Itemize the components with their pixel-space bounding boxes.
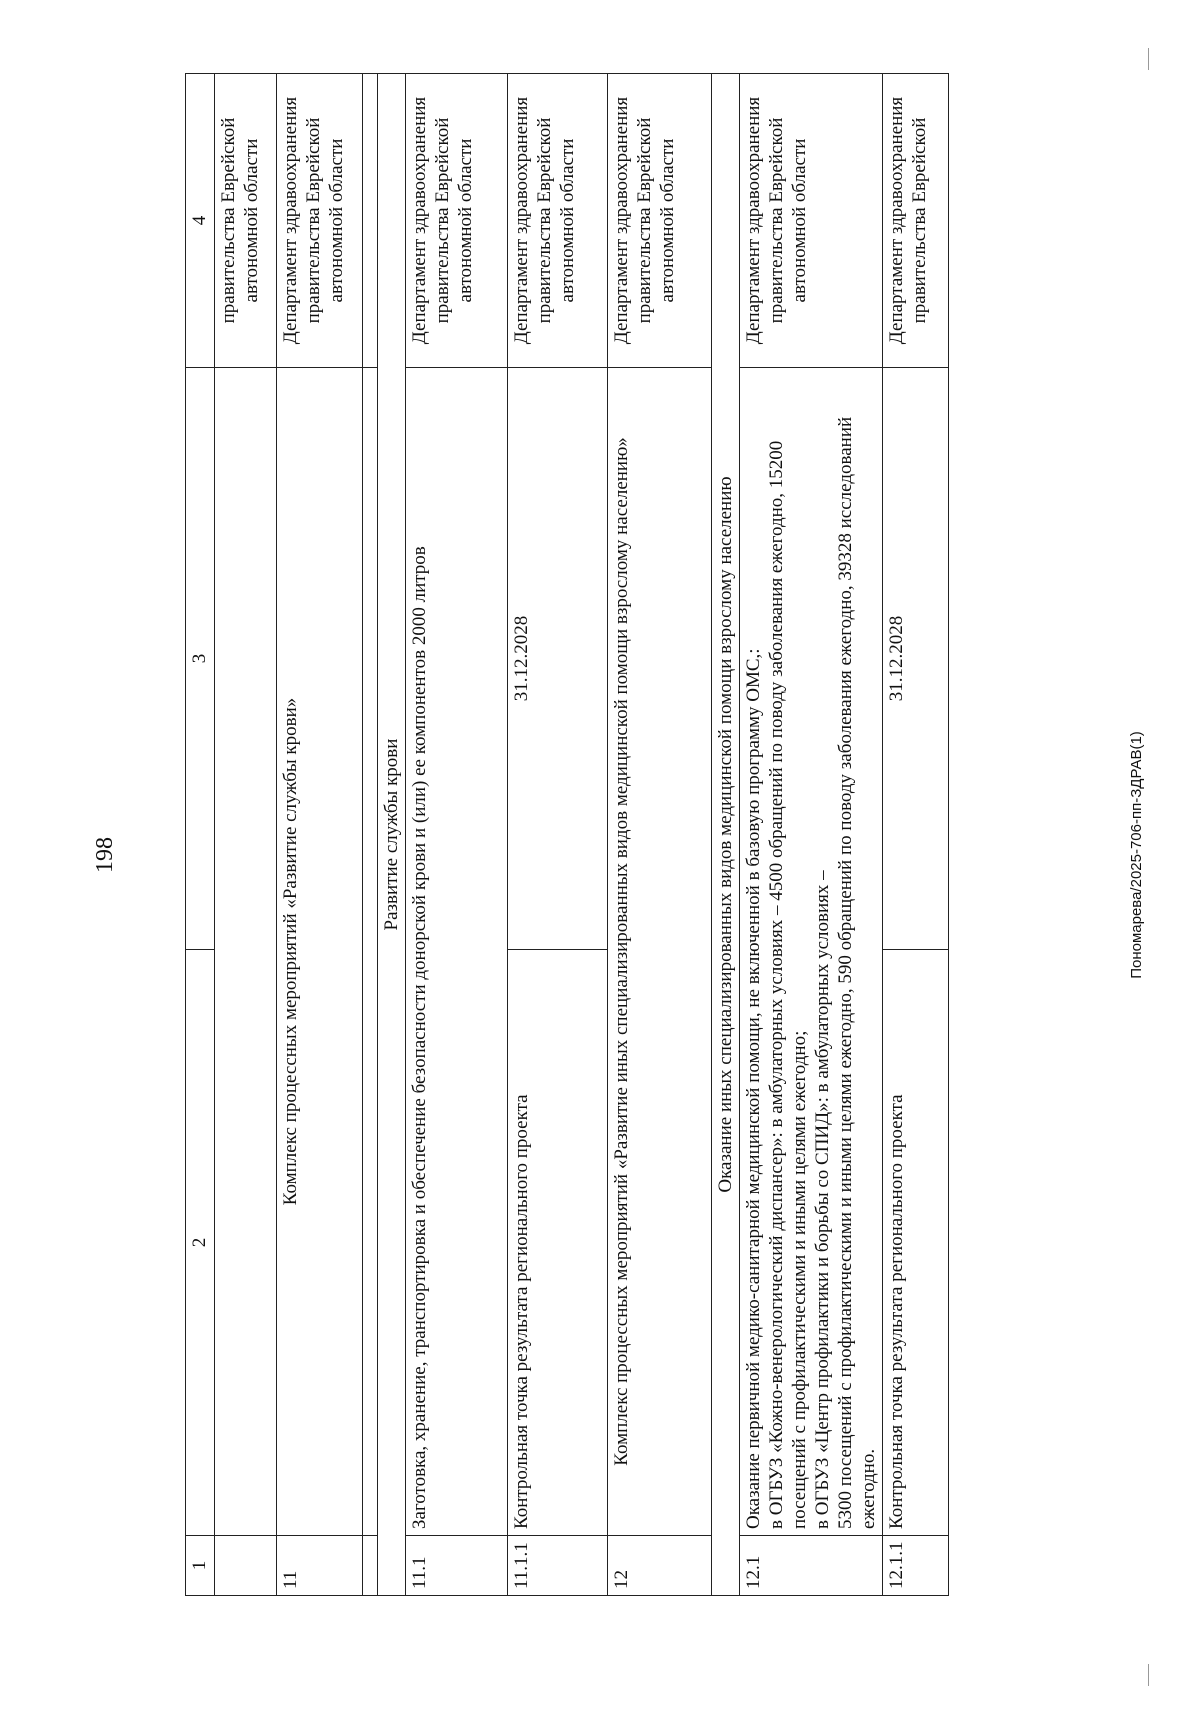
row-number: 11 <box>277 1536 363 1596</box>
row-date: 31.12.2028 <box>883 368 949 950</box>
row-number: 11.1 <box>406 1536 508 1596</box>
row-text-line: в ОГБУЗ «Центр профилактики и борьбы со СПИД»: в амбулаторных условиях – <box>812 870 833 1529</box>
row-number: 12 <box>608 1536 712 1596</box>
column-number-1: 1 <box>186 1536 215 1596</box>
row-number: 12.1 <box>740 1536 883 1596</box>
scan-mark <box>1148 48 1149 70</box>
table-row <box>215 74 277 1596</box>
responsible-cell: Департамент здравоохранения правительства Еврейской <box>883 74 949 368</box>
column-number-2: 2 <box>186 950 215 1536</box>
row-text: Заготовка, хранение, транспортировка и обеспечение безопасности донорской крови и (или) ее компонентов 2000 литров <box>406 368 508 1536</box>
section-header <box>378 74 406 1596</box>
row-text: Комплекс процессных мероприятий «Развитие службы крови» <box>277 368 363 1536</box>
row-text: Комплекс процессных мероприятий «Развитие иных специализированных видов медицинской помощи взрослому населению» <box>608 368 712 1536</box>
row-text: Контрольная точка результата регионального проекта <box>508 950 608 1536</box>
section-title: Развитие службы крови <box>378 74 406 1596</box>
section-title: Оказание иных специализированных видов медицинской помощи взрослому населению <box>712 74 740 1596</box>
row-text <box>740 368 883 1536</box>
responsible-cell: Департамент здравоохранения правительства Еврейской автономной области <box>508 74 608 368</box>
plan-table <box>185 73 949 1596</box>
row-text: Контрольная точка результата регионального проекта <box>883 950 949 1536</box>
page-number: 198 <box>92 837 118 873</box>
section-header <box>712 74 740 1596</box>
row-text-line: 5300 посещений с профилактическими и иными целями ежегодно, 590 обращений по поводу заболевания ежегодно, 39328 исследований ежегодно. <box>835 416 879 1529</box>
row-number: 11.1.1 <box>508 1536 608 1596</box>
table-row <box>508 74 608 1596</box>
table-row <box>363 74 378 1596</box>
row-text-line: Оказание первичной медико-санитарной медицинской помощи, не включенной в базовую программу ОМС,: <box>743 648 764 1529</box>
row-number: 12.1.1 <box>883 1536 949 1596</box>
table-row <box>406 74 508 1596</box>
row-date: 31.12.2028 <box>508 368 608 950</box>
footer-code: Пономарева/2025-706-пп-ЗДРАВ(1) <box>1128 731 1145 979</box>
table-row <box>883 74 949 1596</box>
responsible-cell: Департамент здравоохранения правительства Еврейской автономной области <box>406 74 508 368</box>
column-number-3: 3 <box>186 368 215 950</box>
responsible-cell: Департамент здравоохранения правительства Еврейской автономной области <box>277 74 363 368</box>
responsible-cell: Департамент здравоохранения правительства Еврейской автономной области <box>608 74 712 368</box>
table-row <box>608 74 712 1596</box>
scan-mark <box>1148 1664 1149 1686</box>
column-number-4: 4 <box>186 74 215 368</box>
responsible-cell: правительства Еврейской автономной области <box>215 74 277 368</box>
row-text-line: в ОГБУЗ «Кожно-венерологический диспансер»: в амбулаторных условиях – 4500 обращений по поводу заболевания ежегодно, 15200 посещений с профилактическими и иными целями ежегодно; <box>766 440 810 1529</box>
table-row <box>277 74 363 1596</box>
column-number-row <box>186 74 215 1596</box>
table-row <box>740 74 883 1596</box>
responsible-cell: Департамент здравоохранения правительства Еврейской автономной области <box>740 74 883 368</box>
